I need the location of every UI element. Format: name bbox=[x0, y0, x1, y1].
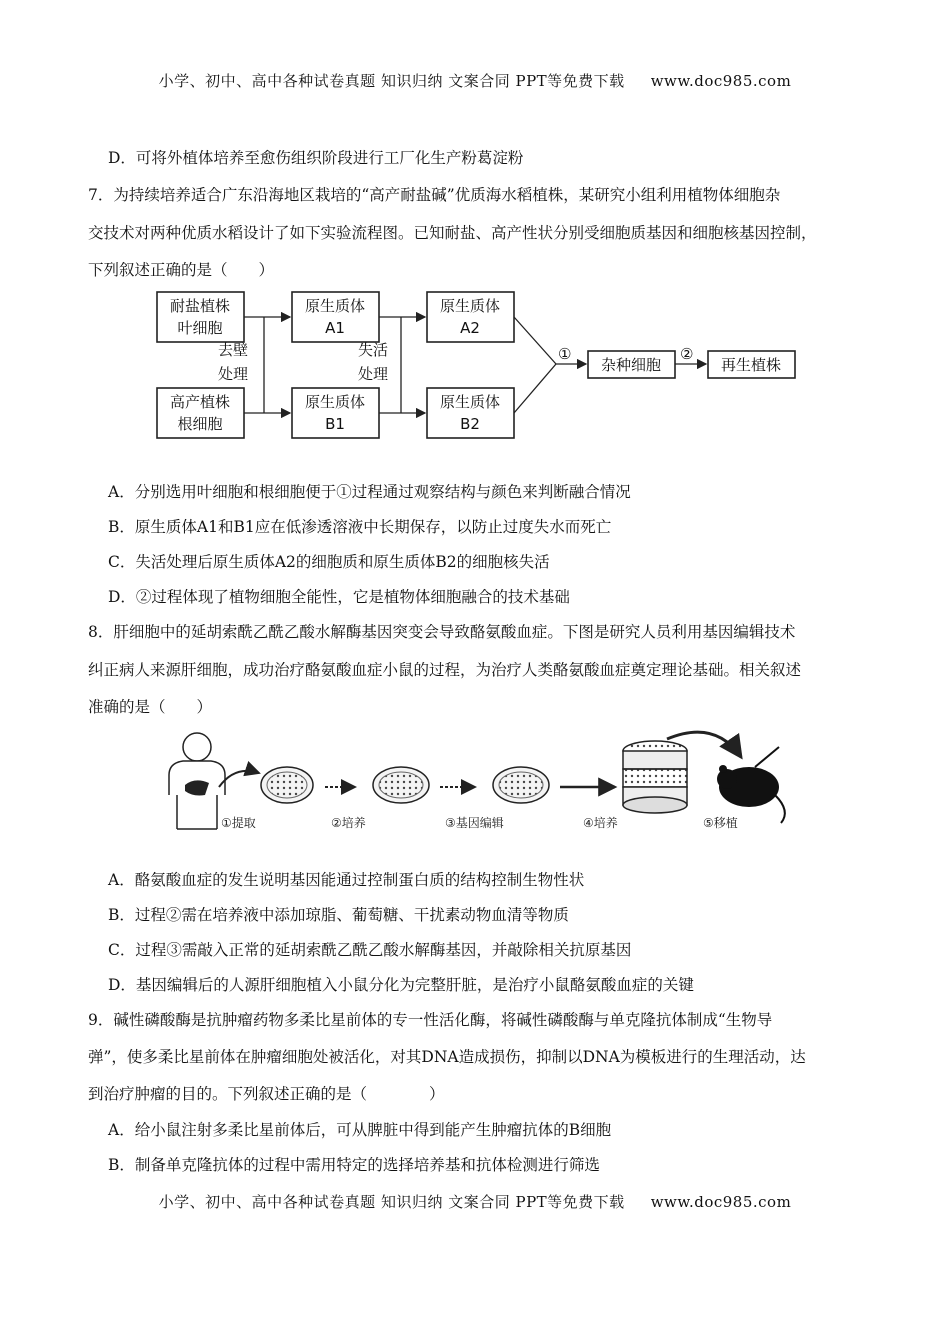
petri-dish-1-icon bbox=[261, 767, 313, 803]
svg-text:高产植株: 高产植株 bbox=[169, 393, 231, 411]
q7-option-d: D．②过程体现了植物细胞全能性，它是植物体细胞融合的技术基础 bbox=[108, 588, 570, 606]
caption-culture-2: ④培养 bbox=[583, 816, 618, 830]
svg-text:B1: B1 bbox=[325, 415, 345, 433]
q7-stem-line1: 7．为持续培养适合广东沿海地区栽培的“高产耐盐碱”优质海水稻植株，某研究小组利用植物体细胞杂 bbox=[88, 186, 781, 204]
human-outline-icon bbox=[169, 733, 225, 829]
svg-text:A2: A2 bbox=[460, 319, 480, 337]
q8-stem-line1: 8．肝细胞中的延胡索酰乙酰乙酸水解酶基因突变会导致酪氨酸血症。下图是研究人员利用基因编辑技术 bbox=[88, 623, 796, 641]
step-inactivate-2: 处理 bbox=[358, 365, 389, 383]
caption-gene-editing: ③基因编辑 bbox=[445, 816, 504, 830]
root-cell-box bbox=[157, 388, 244, 438]
q8-process-figure bbox=[155, 725, 795, 837]
svg-text:原生质体: 原生质体 bbox=[304, 297, 366, 315]
hybrid-cell-box bbox=[588, 351, 675, 378]
regenerated-plant-box bbox=[708, 351, 795, 378]
svg-text:再生植株: 再生植株 bbox=[720, 356, 782, 374]
petri-dish-3-icon bbox=[493, 767, 549, 803]
step-remove-wall-2: 处理 bbox=[218, 365, 249, 383]
culture-stack-icon bbox=[623, 741, 687, 813]
q9-stem-line2: 弹”，使多柔比星前体在肿瘤细胞处被活化，对其DNA造成损伤，抑制以DNA为模板进行的生理活动，达 bbox=[88, 1048, 806, 1066]
q9-stem-line1: 9．碱性磷酸酶是抗肿瘤药物多柔比星前体的专一性活化酶，将碱性磷酸酶与单克隆抗体制成“生物导 bbox=[88, 1011, 773, 1029]
q7-stem-line3: 下列叙述正确的是（ ） bbox=[88, 261, 275, 279]
svg-text:原生质体: 原生质体 bbox=[304, 393, 366, 411]
caption-transplant: ⑤移植 bbox=[703, 816, 738, 830]
step-inactivate-1: 失活 bbox=[358, 341, 389, 359]
mouse-icon bbox=[717, 747, 785, 823]
protoplast-b1-box bbox=[292, 388, 379, 438]
svg-text:叶细胞: 叶细胞 bbox=[177, 319, 223, 337]
svg-text:B2: B2 bbox=[460, 415, 480, 433]
page-header: 小学、初中、高中各种试卷真题 知识归纳 文案合同 PPT等免费下载 www.doc985.com bbox=[158, 72, 792, 90]
svg-text:原生质体: 原生质体 bbox=[439, 297, 501, 315]
caption-extract: ①提取 bbox=[221, 816, 256, 830]
q8-option-a: A．酪氨酸血症的发生说明基因能通过控制蛋白质的结构控制生物性状 bbox=[108, 871, 585, 889]
q7-option-a: A．分别选用叶细胞和根细胞便于①过程通过观察结构与颜色来判断融合情况 bbox=[108, 483, 631, 501]
protoplast-a1-box bbox=[292, 292, 379, 342]
svg-text:耐盐植株: 耐盐植株 bbox=[169, 297, 231, 315]
q7-option-b: B．原生质体A1和B1应在低渗透溶液中长期保存，以防止过度失水而死亡 bbox=[108, 518, 612, 536]
step-2-marker: ② bbox=[680, 345, 694, 363]
svg-text:原生质体: 原生质体 bbox=[439, 393, 501, 411]
q9-option-b: B．制备单克隆抗体的过程中需用特定的选择培养基和抗体检测进行筛选 bbox=[108, 1156, 600, 1174]
svg-text:根细胞: 根细胞 bbox=[177, 415, 223, 433]
q7-flow-diagram bbox=[150, 287, 800, 442]
protoplast-b2-box bbox=[427, 388, 514, 438]
q6-option-d: D．可将外植体培养至愈伤组织阶段进行工厂化生产粉葛淀粉 bbox=[108, 149, 524, 167]
svg-text:杂种细胞: 杂种细胞 bbox=[600, 356, 662, 374]
step-remove-wall-1: 去壁 bbox=[218, 341, 249, 359]
page-footer: 小学、初中、高中各种试卷真题 知识归纳 文案合同 PPT等免费下载 www.doc985.com bbox=[158, 1193, 792, 1211]
svg-text:A1: A1 bbox=[325, 319, 345, 337]
q8-option-d: D．基因编辑后的人源肝细胞植入小鼠分化为完整肝脏，是治疗小鼠酪氨酸血症的关键 bbox=[108, 976, 694, 994]
q7-option-c: C．失活处理后原生质体A2的细胞质和原生质体B2的细胞核失活 bbox=[108, 553, 550, 571]
q8-stem-line2: 纠正病人来源肝细胞，成功治疗酪氨酸血症小鼠的过程，为治疗人类酪氨酸血症奠定理论基础。相关叙述 bbox=[88, 661, 802, 679]
q9-stem-line3: 到治疗肿瘤的目的。下列叙述正确的是（ ） bbox=[88, 1085, 445, 1103]
petri-dish-2-icon bbox=[373, 767, 429, 803]
caption-culture-1: ②培养 bbox=[331, 816, 366, 830]
step-1-marker: ① bbox=[558, 345, 572, 363]
protoplast-a2-box bbox=[427, 292, 514, 342]
leaf-cell-box bbox=[157, 292, 244, 342]
q8-stem-line3: 准确的是（ ） bbox=[88, 698, 213, 716]
q9-option-a: A．给小鼠注射多柔比星前体后，可从脾脏中得到能产生肿瘤抗体的B细胞 bbox=[108, 1121, 612, 1139]
q8-option-c: C．过程③需敲入正常的延胡索酰乙酰乙酸水解酶基因，并敲除相关抗原基因 bbox=[108, 941, 632, 959]
q8-option-b: B．过程②需在培养液中添加琼脂、葡萄糖、干扰素动物血清等物质 bbox=[108, 906, 569, 924]
q7-stem-line2: 交技术对两种优质水稻设计了如下实验流程图。已知耐盐、高产性状分别受细胞质基因和细胞核基因控制， bbox=[88, 224, 817, 242]
